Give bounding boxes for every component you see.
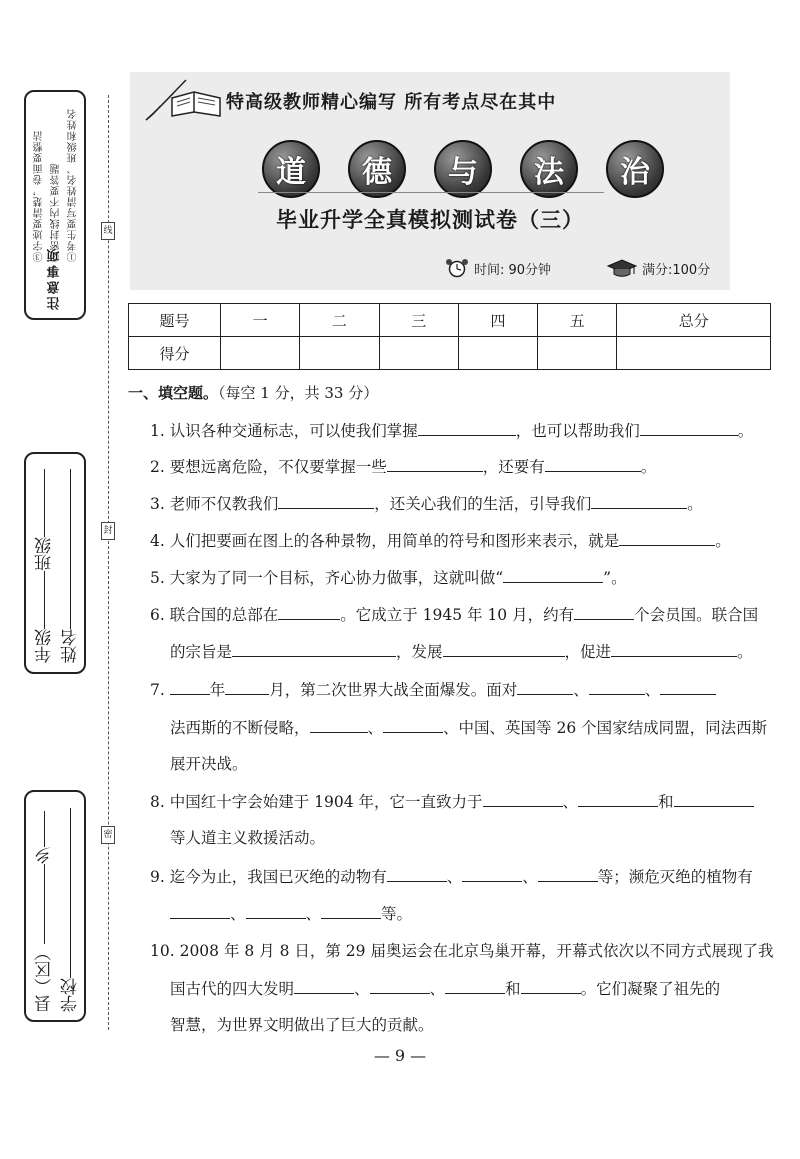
name-field — [58, 468, 83, 663]
answer-blank[interactable] — [619, 530, 715, 546]
q-text: 、 — [367, 719, 384, 737]
answer-blank[interactable] — [591, 493, 687, 509]
exam-title: 毕业升学全真模拟测试卷（三） — [276, 208, 584, 232]
answer-blank[interactable] — [278, 604, 340, 620]
q-text: 。它们凝聚了祖先的 — [580, 980, 721, 998]
question-5 — [150, 567, 772, 588]
notice-item-1: ①考生要写清姓名、班级和姓名 — [68, 108, 79, 262]
q-text: 等人道主义救援活动。 — [170, 829, 326, 847]
q-text: 。 — [687, 495, 703, 513]
q-text: 、中国、英国等 26 个国家结成同盟，同法西斯 — [443, 719, 768, 737]
question-8 — [150, 791, 772, 812]
notice-item-2: ②密封线内不要答题 — [51, 163, 62, 262]
q-text: 智慧，为世界文明做出了巨大的贡献。 — [170, 1016, 434, 1034]
score-table-col: 一 — [221, 304, 300, 337]
subject-char: 道 — [262, 140, 320, 198]
score-cell-total[interactable] — [617, 337, 771, 370]
township-blank[interactable] — [44, 811, 46, 847]
q-text: 、 — [573, 681, 589, 699]
q-text: 4. 人们把要画在图上的各种景物，用简单的符号和图形来表示，就是 — [150, 532, 620, 550]
question-8-cont — [170, 828, 772, 848]
q-text: 和 — [505, 980, 521, 998]
answer-blank[interactable] — [443, 641, 565, 657]
score-table — [128, 303, 771, 370]
title-divider — [258, 192, 604, 193]
q-text: 国古代的四大发明 — [170, 980, 295, 998]
notice-box — [24, 90, 86, 320]
answer-blank[interactable] — [445, 978, 505, 994]
notice-item-3: ③字迹要清楚，卷面要整洁 — [34, 130, 45, 262]
question-10-cont — [170, 978, 772, 999]
section-note: （每空 1 分，共 33 分） — [218, 384, 379, 402]
answer-blank[interactable] — [578, 791, 658, 807]
school-field — [58, 802, 83, 1012]
county-school-box — [24, 790, 86, 1022]
q-text: ，还关心我们的生活，引导我们 — [374, 495, 592, 513]
township-label: 乡 — [35, 847, 55, 864]
notice-items — [32, 108, 81, 262]
score-row-label: 得分 — [129, 337, 221, 370]
answer-blank[interactable] — [418, 420, 516, 436]
score-table-col: 四 — [458, 304, 537, 337]
score-cell[interactable] — [458, 337, 537, 370]
answer-blank[interactable] — [611, 641, 737, 657]
subject-char: 德 — [348, 140, 406, 198]
seal-mark-secret: 密 — [101, 826, 115, 844]
answer-blank[interactable] — [517, 679, 573, 695]
q-text: 、 — [562, 793, 579, 811]
q-text: 法西斯的不断侵略， — [170, 719, 310, 737]
county-blank[interactable] — [44, 864, 46, 944]
section-title: 一、填空题。 — [128, 384, 219, 402]
q-text: 。它成立于 1945 年 10 月，约有 — [340, 606, 575, 624]
school-blank[interactable] — [70, 808, 72, 978]
answer-blank[interactable] — [310, 717, 368, 733]
answer-blank[interactable] — [321, 903, 381, 919]
score-table-col-total: 总分 — [617, 304, 771, 337]
seal-mark-seal: 封 — [101, 522, 115, 540]
question-1 — [150, 420, 772, 441]
time-label: 时间: 90分钟 — [474, 262, 552, 278]
q-text: 7. — [150, 681, 165, 699]
q-text: 月，第二次世界大战全面爆发。面对 — [269, 681, 518, 699]
class-label: 班级 — [35, 537, 55, 571]
question-3 — [150, 493, 772, 514]
score-table-header-row — [129, 304, 771, 337]
question-10-cont2 — [170, 1015, 772, 1035]
class-blank[interactable] — [44, 469, 46, 537]
full-score-label: 满分:100分 — [642, 262, 711, 278]
q-text: 个会员国。联合国 — [634, 606, 759, 624]
question-4 — [150, 530, 772, 551]
time-info — [444, 258, 551, 278]
answer-blank[interactable] — [660, 679, 716, 695]
grade-class-box — [24, 452, 86, 674]
answer-blank[interactable] — [246, 903, 306, 919]
score-cell[interactable] — [221, 337, 300, 370]
page-number: — 9 — — [373, 1046, 427, 1065]
q-text: 。 — [737, 643, 753, 661]
seal-mark-line: 线 — [101, 222, 115, 240]
q-text: 8. 中国红十字会始建于 1904 年，它一直致力于 — [150, 793, 483, 811]
subject-char: 与 — [434, 140, 492, 198]
county-field — [32, 802, 57, 1012]
q-text: 年 — [209, 681, 226, 699]
name-label: 姓名 — [61, 629, 81, 663]
answer-blank[interactable] — [503, 567, 603, 583]
question-6-cont — [170, 641, 772, 662]
question-9 — [150, 866, 772, 887]
q-text: 2. 要想远离危险，不仅要掌握一些 — [150, 458, 387, 476]
q-text: ，还要有 — [482, 458, 545, 476]
q-text: 1. 认识各种交通标志，可以使我们掌握 — [150, 422, 418, 440]
q-text: 5. 大家为了同一个目标，齐心协力做事，这就叫做“ — [150, 569, 504, 587]
score-table-col: 三 — [379, 304, 458, 337]
answer-blank[interactable] — [574, 604, 634, 620]
q-text: 6. 联合国的总部在 — [150, 606, 279, 624]
q-text: 、 — [446, 868, 463, 886]
q-text: 。 — [737, 422, 754, 440]
question-number-label: 题号 — [129, 304, 221, 337]
q-text: 3. 老师不仅教我们 — [150, 495, 279, 513]
alarm-clock-icon — [444, 258, 470, 278]
question-9-cont — [170, 903, 772, 924]
q-text: 、 — [230, 905, 246, 923]
q-text: ”。 — [603, 569, 627, 587]
answer-blank[interactable] — [674, 791, 754, 807]
q-text: 、 — [644, 681, 661, 699]
answer-blank[interactable] — [640, 420, 738, 436]
open-book-quill-icon — [142, 76, 222, 122]
q-text: 。 — [640, 458, 657, 476]
score-table-col: 五 — [538, 304, 617, 337]
header-tagline: 特高级教师精心编写 所有考点尽在其中 — [226, 92, 557, 113]
school-label: 学校 — [61, 978, 81, 1012]
q-text: 的宗旨是 — [170, 643, 233, 661]
answer-blank[interactable] — [170, 903, 230, 919]
county-label: 县（区） — [35, 944, 55, 1012]
answer-blank[interactable] — [589, 679, 645, 695]
name-blank[interactable] — [70, 469, 72, 629]
answer-blank[interactable] — [521, 978, 581, 994]
answer-blank[interactable] — [462, 866, 522, 882]
answer-blank[interactable] — [483, 791, 563, 807]
q-text: 、 — [429, 980, 446, 998]
section-heading — [128, 382, 378, 403]
q-text: ，促进 — [564, 643, 612, 661]
grade-label: 年级 — [35, 629, 55, 663]
question-2 — [150, 456, 772, 477]
q-text: 。 — [715, 532, 731, 550]
answer-blank[interactable] — [278, 493, 374, 509]
grade-blank[interactable] — [44, 571, 46, 629]
grade-class-field — [32, 468, 57, 663]
subject-title — [262, 140, 664, 198]
score-info — [606, 258, 710, 278]
score-cell[interactable] — [379, 337, 458, 370]
question-7 — [150, 679, 772, 700]
answer-blank[interactable] — [232, 641, 396, 657]
answer-blank[interactable] — [538, 866, 598, 882]
q-text: 等；濒危灭绝的植物有 — [597, 868, 753, 886]
q-text: 、 — [354, 980, 370, 998]
question-7-cont — [170, 717, 772, 738]
subject-char: 治 — [606, 140, 664, 198]
q-text: 9. 迄今为止，我国已灭绝的动物有 — [150, 868, 387, 886]
score-table-score-row — [129, 337, 771, 370]
q-text: ，发展 — [396, 643, 443, 661]
q-text: 、 — [305, 905, 322, 923]
q-text: ，也可以帮助我们 — [515, 422, 640, 440]
q-text: 10. 2008 年 8 月 8 日，第 29 届奥运会在北京鸟巢开幕，开幕式依次以不同方式展现了我 — [150, 942, 774, 960]
subject-char: 法 — [520, 140, 578, 198]
question-7-cont2 — [170, 754, 772, 774]
question-10 — [150, 941, 772, 961]
notice-title: 注意事项 — [47, 246, 63, 310]
q-text: 等。 — [381, 905, 413, 923]
answer-blank[interactable] — [387, 456, 483, 472]
answer-blank[interactable] — [387, 866, 447, 882]
q-text: 、 — [522, 868, 538, 886]
answer-blank[interactable] — [370, 978, 430, 994]
score-cell[interactable] — [538, 337, 617, 370]
q-text: 展开决战。 — [170, 755, 248, 773]
answer-blank[interactable] — [294, 978, 354, 994]
answer-blank[interactable] — [545, 456, 641, 472]
answer-blank[interactable] — [383, 717, 443, 733]
question-6 — [150, 604, 772, 625]
score-table-col: 二 — [300, 304, 379, 337]
answer-blank[interactable] — [170, 679, 210, 695]
score-cell[interactable] — [300, 337, 379, 370]
graduation-cap-icon — [606, 258, 638, 278]
q-text: 和 — [658, 793, 674, 811]
answer-blank[interactable] — [225, 679, 269, 695]
